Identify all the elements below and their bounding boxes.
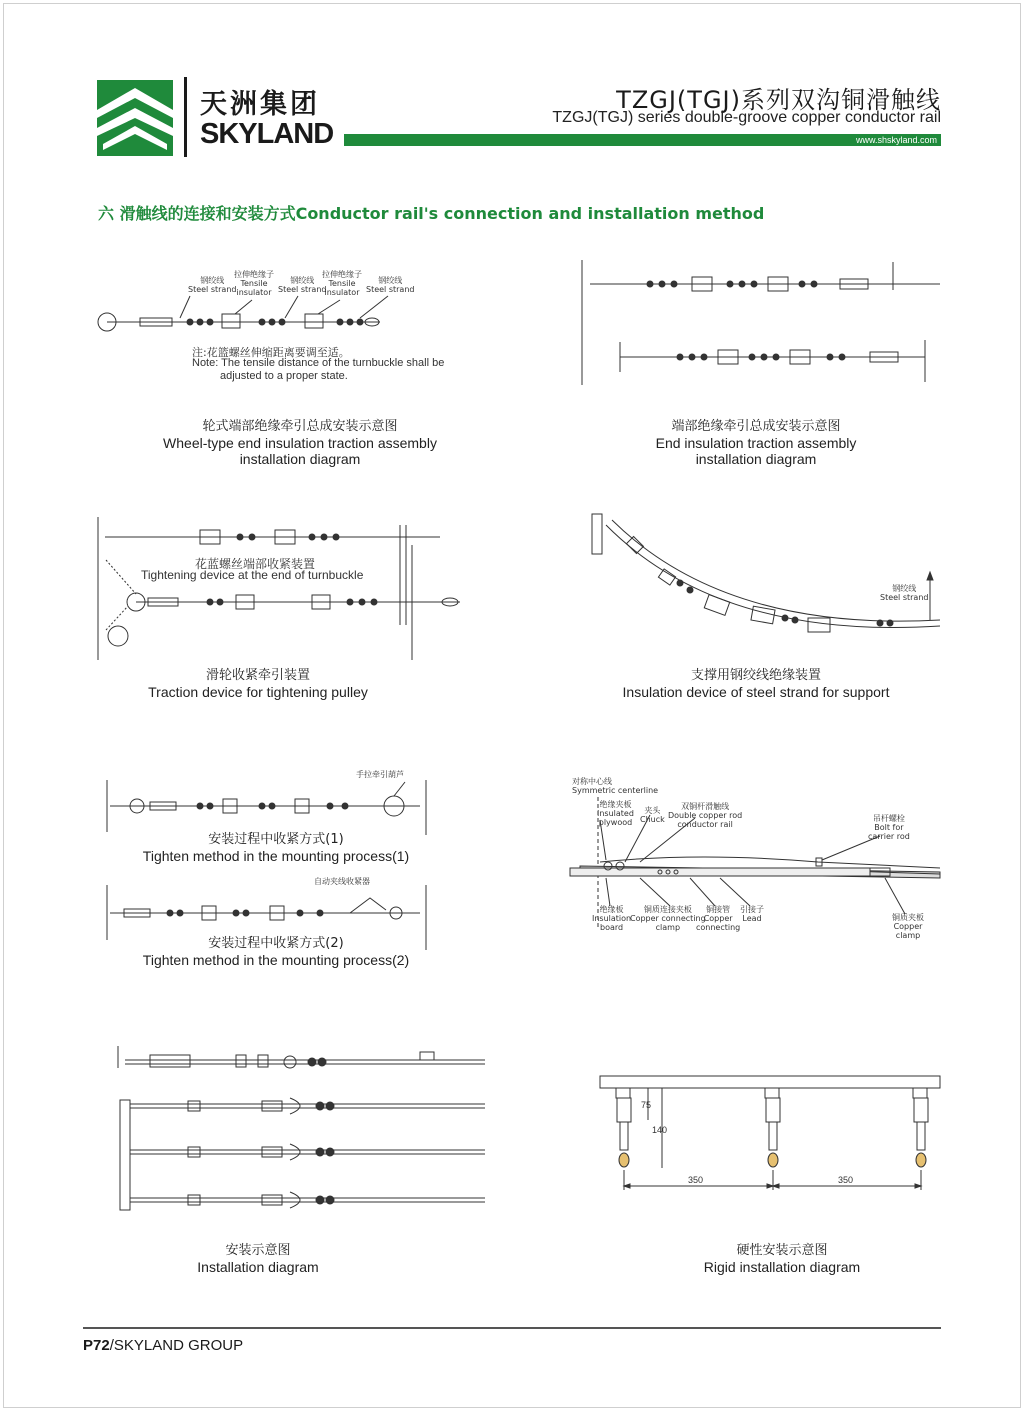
d6-conductor-rail-label: 双铜杆滑触线 Double copper rod conductor rail (668, 802, 743, 829)
d6-copper-connecting-clamp-label: 铜质连接夹板 Copper connecting clamp (630, 905, 706, 932)
website-url: www.shskyland.com (855, 135, 937, 145)
d1-tensile-insulator-label-1: 拉伸绝缘子 Tensile insulator (234, 270, 274, 297)
footer (83, 1337, 243, 1354)
d3-inner-label-cn: 花蓝螺丝端部收紧装置 (195, 557, 316, 571)
d1-tensile-insulator-label-2: 拉伸绝缘子 Tensile insulator (322, 270, 362, 297)
d8-dim-75: 75 (641, 1100, 652, 1110)
d7-caption: 安装示意图 Installation diagram (197, 1243, 319, 1275)
d8-caption: 硬性安装示意图 Rigid installation diagram (703, 1243, 861, 1275)
d2-caption: 端部绝缘牵引总成安装示意图 End insulation traction assembly installation diagram (655, 419, 857, 467)
d3-pulley-traction-drawing (98, 517, 460, 660)
d5-caption-2: 安装过程中收紧方式(2) Tighten method in the mounting process(2) (142, 936, 410, 968)
d2-end-insulation-drawing (582, 260, 940, 385)
d1-steel-strand-label-1: 钢绞线 Steel strand (188, 276, 237, 294)
d8-dim-350-a: 350 (688, 1175, 704, 1185)
section-title: 六 滑触线的连接和安装方式Conductor rail's connection and installation method (98, 204, 765, 223)
d6-copper-connecting-label: 铜接管 Copper connecting (696, 905, 741, 932)
d1-note-en-1: Note: The tensile distance of the turnbuckle shall be (192, 357, 445, 369)
d5-tighten-methods-drawing (107, 780, 426, 950)
d5-caption-1: 安装过程中收紧方式(1) Tighten method in the mounting process(1) (142, 832, 410, 864)
d4-steel-strand-label: 钢绞线 Steel strand (880, 584, 929, 602)
d7-installation-drawing (118, 1046, 485, 1210)
d1-wheel-assembly-drawing (98, 296, 388, 331)
d8-rigid-installation-drawing (600, 1076, 940, 1190)
d6-lead-label: 引接子 Lead (740, 905, 764, 923)
d6-insulation-board-label: 绝缘板 Insulation board (592, 905, 632, 932)
d1-note-cn: 注:花篮螺丝伸缩距离要调至适。 (192, 346, 350, 359)
d1-note-en-2: adjusted to a proper state. (220, 370, 348, 382)
d3-inner-label-en: Tightening device at the end of turnbuckle (141, 568, 364, 582)
d6-insulated-plywood-label: 绝缘夹板 Insulated plywood (597, 800, 634, 827)
d4-support-insulation-drawing (592, 514, 940, 632)
d4-caption: 支撑用钢绞线绝缘装置 Insulation device of steel strand for support (622, 668, 890, 700)
product-title-cn: TZGJ(TGJ)系列双沟铜滑触线 (616, 86, 941, 114)
product-title-en: TZGJ(TGJ) series double-groove copper conductor rail (552, 109, 941, 126)
brand-name-cn: 天洲集团 (200, 89, 320, 120)
d5-auto-clamp-label: 自动夹线收紧器 (314, 877, 370, 886)
d8-dim-140: 140 (652, 1125, 668, 1135)
d8-dim-350-b: 350 (838, 1175, 854, 1185)
d6-copper-clamp-label: 铜质夹板 Copper clamp (892, 913, 924, 940)
footer-divider (83, 1327, 941, 1329)
footer-company: /SKYLAND GROUP (109, 1337, 244, 1354)
d1-steel-strand-label-3: 钢绞线 Steel strand (366, 276, 415, 294)
d6-bolt-label: 吊杆螺栓 Bolt for carrier rod (868, 814, 910, 841)
page-number: P72 (83, 1337, 110, 1354)
d6-chuck-label: 夹头 Chuck (640, 806, 665, 824)
d3-caption: 滑轮收紧牵引装置 Traction device for tightening pulley (148, 668, 368, 700)
brand-name-en: SKYLAND (200, 118, 334, 150)
d5-hand-hoist-label: 手拉牵引葫芦 (356, 770, 404, 779)
d1-caption: 轮式端部绝缘牵引总成安装示意图 Wheel-type end insulation traction assembly installation diagram (163, 419, 437, 467)
d6-symmetric-centerline-label: 对称中心线 Symmetric centerline (572, 777, 659, 795)
d1-steel-strand-label-2: 钢绞线 Steel strand (278, 276, 327, 294)
